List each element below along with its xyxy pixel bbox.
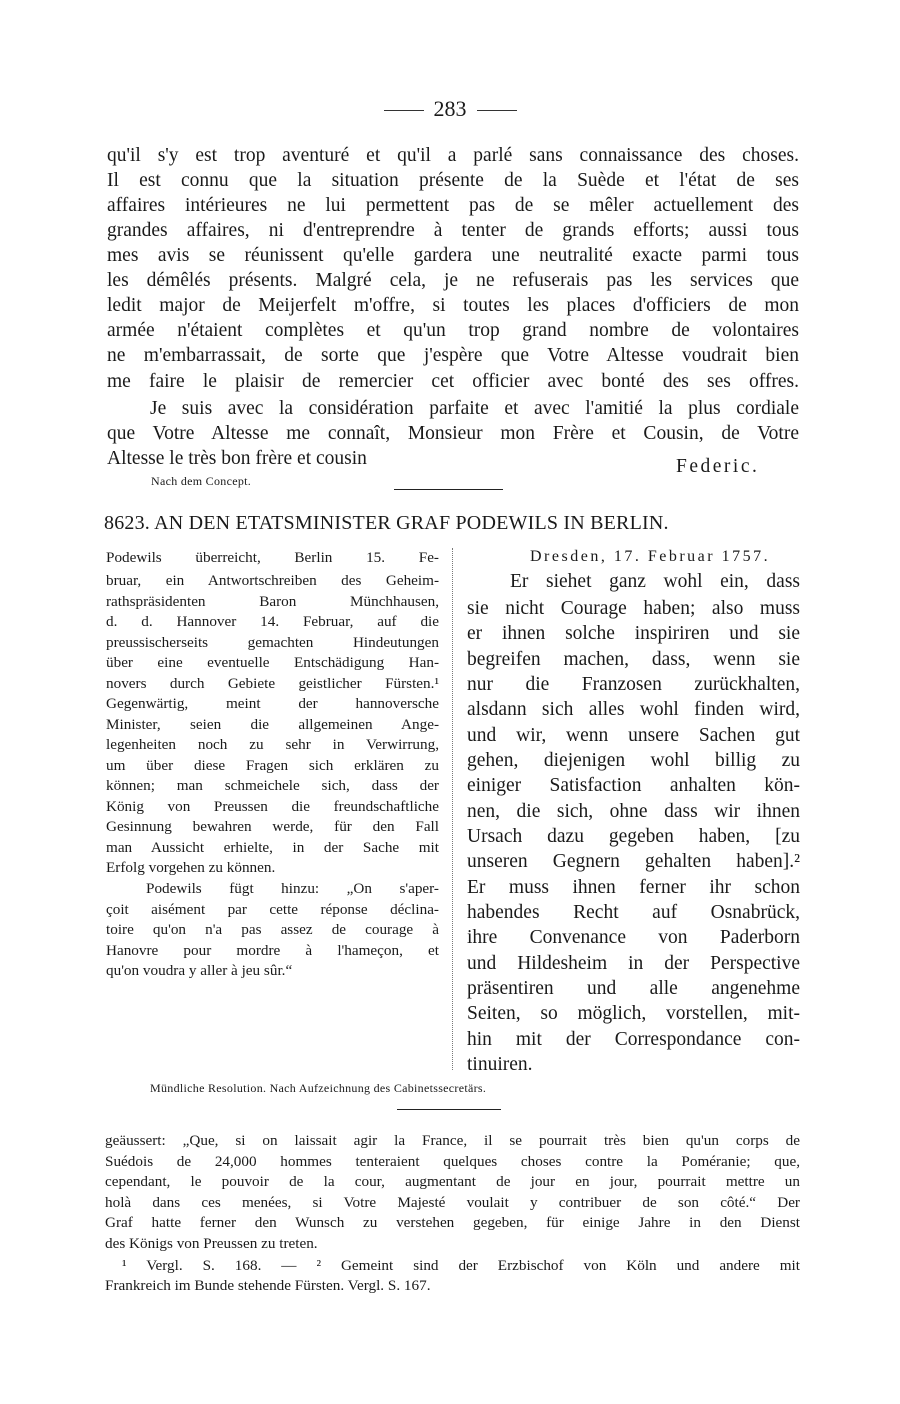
letter-line: grandes affaires, ni d'entreprendre à tenter de grands efforts; aussi tous (107, 220, 799, 241)
letter-line: que Votre Altesse me connaît, Monsieur mon Frère et Cousin, de Votre (107, 423, 799, 444)
summary-line: d. d. Hannover 14. Februar, auf die (106, 613, 439, 630)
resolution-line: Ursach dazu gegeben haben, [zu (467, 826, 800, 847)
resolution-line: sie nicht Courage haben; also muss (467, 598, 800, 619)
resolution-line: unseren Gegnern gehalten haben].² (467, 851, 800, 872)
letter-line: affaires intérieures ne lui permettent pas de se mêler actuellement des (107, 195, 799, 216)
resolution-line: nen, die sich, ohne dass wir ihnen (467, 801, 800, 822)
source-note: Mündliche Resolution. Nach Aufzeichnung des Cabinetssecretärs. (150, 1081, 487, 1095)
summary-line: König von Preussen die freundschaftliche (106, 798, 439, 815)
summary-line: bruar, ein Antwortschreiben des Geheim- (106, 572, 439, 589)
page-number-dash-right (477, 110, 517, 111)
footnote-line: Graf hatte ferner den Wunsch zu verstehen gegeben, für einige Jahre in den Dienst (105, 1214, 800, 1231)
summary-line: Erfolg vorgehen zu können. (106, 859, 276, 876)
divider (394, 489, 503, 490)
summary-line: preussischerseits gemachten Hindeutungen (106, 634, 439, 651)
letter-line: me faire le plaisir de remercier cet officier avec bonté des ses offres. (107, 371, 799, 392)
resolution-line: Er muss ihnen ferner ihr schon (467, 877, 800, 898)
page-number-dash-left (384, 110, 424, 111)
letter-line: les démêlés présents. Malgré cela, je ne refuserais pas les services que (107, 270, 799, 291)
column-separator (452, 548, 453, 1070)
letter-line: qu'il s'y est trop aventuré et qu'il a parlé sans connaissance des choses. (107, 145, 799, 166)
resolution-line: nur die Franzosen zurückhalten, (467, 674, 800, 695)
source-note: Nach dem Concept. (151, 474, 252, 488)
summary-line: qu'on voudra y aller à jeu sûr.“ (106, 962, 293, 979)
summary-line: Podewils fügt hinzu: „On s'aper- (146, 880, 439, 897)
summary-line: man Aussicht erhielte, in der Sache mit (106, 839, 439, 856)
footnote-line: Suédois de 24,000 hommes tenteraient quelques choses contre la Poméranie; que, (105, 1153, 800, 1170)
summary-line: können; man schmeichele sich, dass der (106, 777, 439, 794)
footnote-line: des Königs von Preussen zu treten. (105, 1235, 318, 1252)
divider (397, 1109, 501, 1110)
resolution-line: tinuiren. (467, 1054, 533, 1075)
dateline: Dresden, 17. Februar 1757. (530, 548, 771, 565)
summary-line: Minister, seien die allgemeinen Ange- (106, 716, 439, 733)
summary-line: Gegenwärtig, meint der hannoversche (106, 695, 439, 712)
footnote-line: Frankreich im Bunde stehende Fürsten. Vergl. S. 167. (105, 1277, 431, 1294)
summary-line: um über diese Fragen sich erklären zu (106, 757, 439, 774)
summary-line: legenheiten noch zu sehr in Verwirrung, (106, 736, 439, 753)
letter-line: Altesse le très bon frère et cousin (107, 448, 367, 469)
letter-line: armée n'étaient complètes et qu'un trop grand nombre de volontaires (107, 320, 799, 341)
summary-line: über eine eventuelle Entschädigung Han- (106, 654, 439, 671)
resolution-line: Seiten, so möglich, vorstellen, mit- (467, 1003, 800, 1024)
signature: Federic. (676, 456, 760, 477)
letter-line: Il est connu que la situation présente de la Suède et l'état de ses (107, 170, 799, 191)
resolution-line: er ihnen solche inspiriren und sie (467, 623, 800, 644)
letter-line: mes avis se réunissent qu'elle gardera une neutralité exacte parmi tous (107, 245, 799, 266)
summary-line: toire qu'on n'a pas assez de courage à (106, 921, 439, 938)
footnote-line: geäussert: „Que, si on laissait agir la France, il se pourrait très bien qu'un corps de (105, 1132, 800, 1149)
summary-line: Podewils überreicht, Berlin 15. Fe- (106, 549, 439, 566)
resolution-line: habendes Recht auf Osnabrück, (467, 902, 800, 923)
letter-line: ne m'embarrassait, de sorte que j'espère que Votre Altesse voudrait bien (107, 345, 799, 366)
resolution-line: alsdann sich alles wohl finden wird, (467, 699, 800, 720)
resolution-line: präsentiren und alle angenehme (467, 978, 800, 999)
resolution-line: und wir, wenn unsere Sachen gut (467, 725, 800, 746)
resolution-line: ihre Convenance von Paderborn (467, 927, 800, 948)
summary-line: Hanovre pour mordre à l'hameçon, et (106, 942, 439, 959)
resolution-line: hin mit der Correspondance con- (467, 1029, 800, 1050)
resolution-line: und Hildesheim in der Perspective (467, 953, 800, 974)
letter-line: ledit major de Meijerfelt m'offre, si toutes les places d'officiers de mon (107, 295, 799, 316)
resolution-line: einiger Satisfaction anhalten kön- (467, 775, 800, 796)
page-number-text: 283 (433, 96, 467, 121)
summary-line: Gesinnung bewahren werde, für den Fall (106, 818, 439, 835)
summary-line: novers durch Gebiete geistlicher Fürsten.¹ (106, 675, 439, 692)
footnote-line: ¹ Vergl. S. 168. — ² Gemeint sind der Erzbischof von Köln und andere mit (122, 1257, 800, 1274)
page-number (0, 96, 900, 122)
resolution-line: Er siehet ganz wohl ein, dass (510, 571, 800, 592)
resolution-line: begreifen machen, dass, wenn sie (467, 649, 800, 670)
summary-line: rathspräsidenten Baron Münchhausen, (106, 593, 439, 610)
footnote-line: holà dans ces menées, si Votre Majesté voulait y contribuer de son côté.“ Der (105, 1194, 800, 1211)
summary-line: çoit aisément par cette réponse déclina- (106, 901, 439, 918)
document-heading: 8623. AN DEN ETATSMINISTER GRAF PODEWILS IN BERLIN. (104, 512, 669, 534)
footnote-line: cependant, le pouvoir de la cour, augmentant de jour en jour, pourrait mettre un (105, 1173, 800, 1190)
resolution-line: gehen, diejenigen wohl billig zu (467, 750, 800, 771)
letter-line: Je suis avec la considération parfaite et avec l'amitié la plus cordiale (150, 398, 799, 419)
